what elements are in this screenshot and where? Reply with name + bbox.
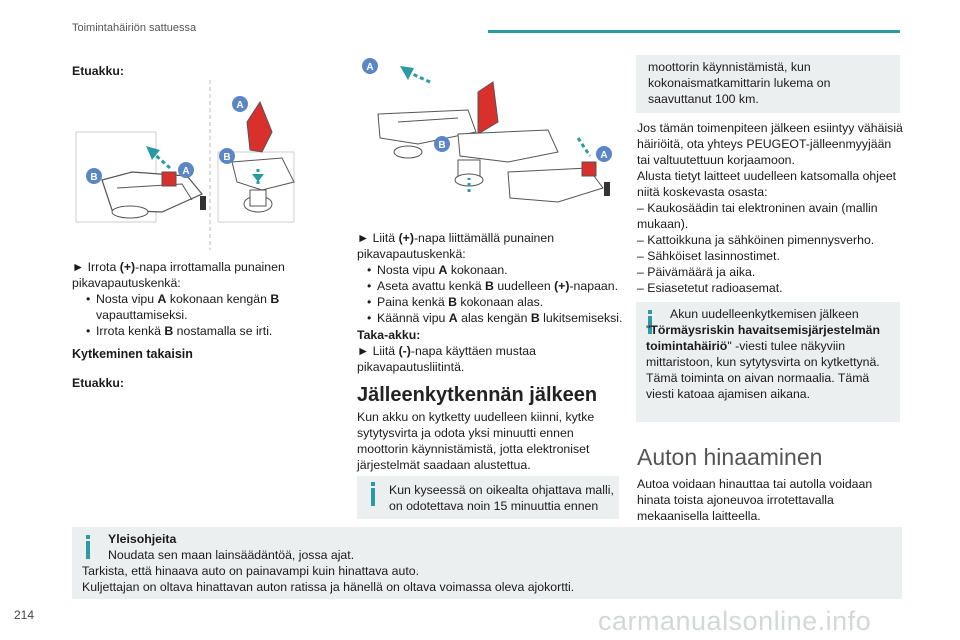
reconnect-bullet-4: • Käännä vipu A alas kengän B lukitsemiseksi. [377,310,629,326]
front-battery-label-2: Etuakku: [72,376,124,390]
general-note-line-1: Noudata sen maan lainsäädäntöä, jossa ajat. [108,548,355,562]
running-header: Toimintahäiriön sattuessa [72,22,197,34]
front-battery-label: Etuakku: [72,64,124,78]
towing-paragraph: Autoa voidaan hinauttaa tai autolla voidaan hinata toista ajoneuvoa irrotettavalla mekaanisella laitteella. [637,477,873,523]
label-a-1: A [182,166,190,177]
reinit-paragraph: Alusta tietyt laitteet uudelleen katsomalla ohjeet niitä koskevasta osasta: [637,169,897,199]
reconnect-heading: Kytkeminen takaisin [72,347,193,361]
info-icon-3 [86,541,90,559]
after-reconnect-paragraph: Kun akku on kytketty uudelleen kiinni, kytke sytytysvirta ja odota yksi minuutti ennen moottorin käynnistämistä, jotta elektroniset järjestelmät saadaan alustettua. [357,410,595,472]
after-reconnect-heading: Jälleenkytkennän jälkeen [357,384,598,406]
info-icon [371,488,375,506]
label-b-2: B [223,152,231,163]
rhd-note-box [357,476,619,519]
rhd-note-text: Kun kyseessä on oikealta ohjattava malli, on odotettava noin 15 minuuttia ennen [389,483,614,513]
collision-note-box [636,302,900,422]
rhd-note-continued-text: moottorin käynnistämistä, kun kokonaismatkamittarin lukema on saavuttanut 100 km. [648,60,831,106]
disconnect-bullet-1: • Nosta vipu A kokonaan kengän B vapauttamiseksi. [96,291,312,323]
reinit-item-4: – Päivämäärä ja aika. [637,265,756,279]
reinit-list [637,200,901,296]
reinit-item-1: – Kaukosäädin tai elektroninen avain (mallin mukaan). [637,201,878,231]
label-a-2: A [236,100,244,111]
general-note-box [72,527,902,599]
header-accent-bar [488,30,900,33]
disconnect-figure [72,72,298,252]
label-b-1: B [90,172,98,183]
reconnect-figure [358,52,618,220]
watermark: carmanualsonline.info [598,606,872,636]
reconnect-bullet-2: • Aseta avattu kenkä B uudelleen (+)-napaan. [377,278,629,294]
general-note-line-2: Tarkista, että hinaava auto on painavampi kuin hinattava auto. [82,564,420,578]
reconnect-step: ► Liitä (+)-napa liittämällä punainen pikavapautuskenkä: • Nosta vipu A kokonaan. • Aseta avattu kenkä B uudelleen (+)-napaan. • Paina kenkä B kokonaan alas. • Käännä vipu A alas kengän B lukitsemiseksi. [357,230,629,326]
reinit-item-3: – Sähköiset lasinnostimet. [637,249,780,263]
rhd-note-continued [636,55,900,113]
disconnect-bullet-2: • Irrota kenkä B nostamalla se irti. [96,323,312,339]
general-note-line-3: Kuljettajan on oltava hinattavan auton ratissa ja hänellä on oltava voimassa oleva ajokortti. [82,580,575,594]
reinit-item-5: – Esiasetetut radioasemat. [637,281,783,295]
terminal-closed-drawing-2 [508,162,610,202]
reconnect-bullet-3: • Paina kenkä B kokonaan alas. [377,294,629,310]
label-a-3: A [366,62,374,73]
reinit-item-2: – Kattoikkuna ja sähköinen pimennysverho. [637,233,875,247]
disturbance-paragraph: Jos tämän toimenpiteen jälkeen esiintyy vähäisiä häiriöitä, ota yhteys PEUGEOT-jälleenmyyjään tai valtuutettuun korjaamoon. [637,121,903,167]
towing-heading: Auton hinaaminen [637,444,823,470]
reconnect-bullet-1: • Nosta vipu A kokonaan. [377,262,629,278]
page-number: 214 [14,608,35,622]
disconnect-step: ► Irrota (+)-napa irrottamalla punainen pikavapautuskenkä: • Nosta vipu A kokonaan kengän B vapauttamiseksi. • Irrota kenkä B nostamalla se irti. [72,259,312,339]
general-note-title: Yleisohjeita [108,532,177,546]
label-a-4: A [600,150,608,161]
rear-battery-label: Taka-akku: [357,328,421,342]
collision-note-text: Akun uudelleenkytkemisen jälkeen "Törmäysriskin havaitsemisjärjestelmän toimintahäiriö" -viesti tulee näkyviin mittaristoon, kun sytytysvirta on kytkettynä. Tämä toiminta on aivan normaalia. Tämä viesti katoaa ajamisen aikana. [646,307,881,401]
label-b-3: B [438,140,446,151]
rear-battery-step: ► Liitä (-)-napa käyttäen mustaa pikavapautusliitintä. [357,344,536,374]
